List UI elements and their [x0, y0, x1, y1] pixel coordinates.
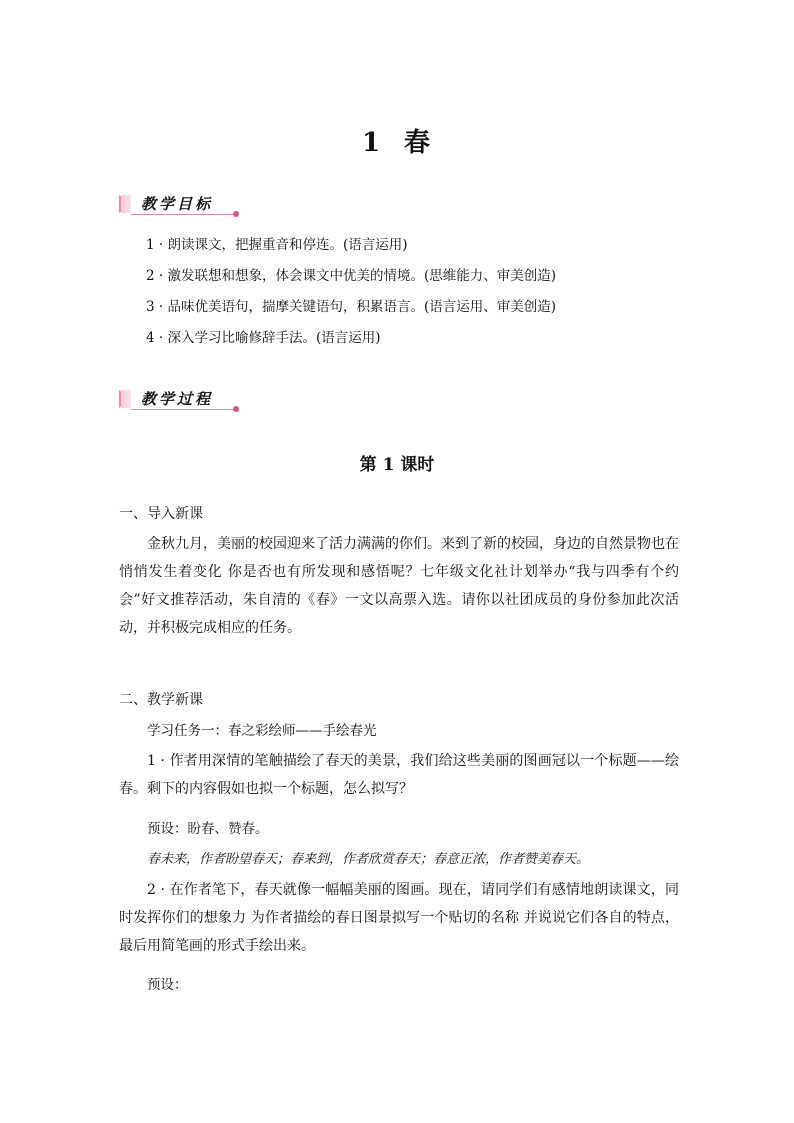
- part1-paragraph: 金秋九月，美丽的校园迎来了活力满满的你们。来到了新的校园，身边的自然景物也在悄悄发生着变化 你是否也有所发现和感悟呢？七年级文化社计划举办“我与四季有个约会”好文推荐活动，朱自清的《春》一文以高票入选。请你以社团成员的身份参加此次活动，并积极完成相应的任务。: [119, 536, 679, 636]
- goals-list: [146, 230, 556, 354]
- preset-1: 预设：盼春、赞春。: [147, 821, 269, 837]
- preset-1-detail: 春未来，作者盼望春天；春来到，作者欣赏春天；春意正浓，作者赞美春天。: [147, 852, 590, 867]
- header-bar-icon: [121, 195, 131, 213]
- section-header-goals: [119, 193, 249, 217]
- header-dot-icon: [233, 211, 239, 217]
- section-label: 教学过程: [141, 390, 214, 408]
- page-title: [0, 122, 794, 159]
- section-header-process: [119, 388, 249, 412]
- goal-item: 2 · 激发联想和想象，体会课文中优美的情境。(思维能力、审美创造): [146, 268, 556, 284]
- header-underline: [131, 409, 237, 410]
- part2-heading: 二、教学新课: [119, 692, 203, 708]
- preset-2: 预设：: [147, 977, 188, 993]
- question-2: 2 · 在作者笔下，春天就像一幅幅美丽的图画。现在，请同学们有感情地朗读课文，同时发挥你们的想象力 为作者描绘的春日图景拟写一个贴切的名称 并说说它们各自的特点，最后用简笔画的形式手绘出来。: [119, 882, 679, 954]
- question-1: 1 · 作者用深情的笔触描绘了春天的美景，我们给这些美丽的图画冠以一个标题——绘春。剩下的内容假如也拟一个标题，怎么拟写？: [119, 753, 679, 797]
- lesson-title: 第 1 课时: [359, 455, 435, 475]
- task1-title: 学习任务一：春之彩绘师——手绘春光: [147, 723, 377, 739]
- lesson-name: 春: [404, 128, 433, 158]
- goal-item: 1 · 朗读课文，把握重音和停连。(语言运用): [146, 237, 408, 253]
- lesson-number: 1: [361, 128, 383, 158]
- section-label: 教学目标: [141, 195, 214, 213]
- header-bar-icon: [121, 390, 131, 408]
- goal-item: 3 · 品味优美语句，揣摩关键语句，积累语言。(语言运用、审美创造): [146, 299, 556, 315]
- goal-item: 4 · 深入学习比喻修辞手法。(语言运用): [146, 330, 381, 346]
- header-underline: [131, 214, 237, 215]
- part1-heading: 一、导入新课: [119, 506, 203, 522]
- header-dot-icon: [233, 406, 239, 412]
